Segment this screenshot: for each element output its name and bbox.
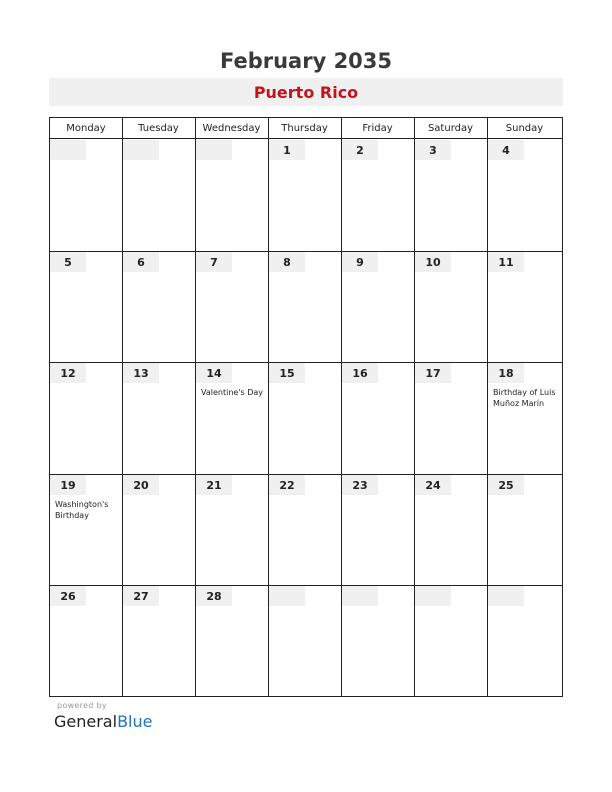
day-number: 21 xyxy=(196,475,232,495)
day-cell-28[interactable] xyxy=(196,586,268,697)
empty-day-cell xyxy=(342,586,414,697)
day-number: 24 xyxy=(415,475,451,495)
month-title: February 2035 xyxy=(219,49,393,73)
day-number: 1 xyxy=(269,140,305,160)
day-cell-10[interactable] xyxy=(415,252,487,363)
weekday-header-wednesday: Wednesday xyxy=(202,123,261,134)
day-cell-13[interactable] xyxy=(123,363,195,474)
weekday-header-sunday: Sunday xyxy=(505,123,544,134)
powered-by-text: powered by xyxy=(57,701,107,710)
day-cell-23[interactable] xyxy=(342,475,414,586)
day-cell-4[interactable] xyxy=(488,140,562,251)
day-number: 23 xyxy=(342,475,378,495)
empty-day-box xyxy=(269,586,305,606)
day-number: 17 xyxy=(415,363,451,383)
empty-day-cell xyxy=(415,586,487,697)
day-number: 10 xyxy=(415,252,451,272)
weekday-header-tuesday: Tuesday xyxy=(138,123,179,134)
empty-day-box xyxy=(123,140,159,160)
day-cell-27[interactable] xyxy=(123,586,195,697)
country-banner xyxy=(49,78,563,106)
generalblue-logo[interactable] xyxy=(54,712,152,732)
day-cell-9[interactable] xyxy=(342,252,414,363)
day-cell-11[interactable] xyxy=(488,252,562,363)
day-cell-19[interactable] xyxy=(50,475,121,586)
day-cell-18[interactable] xyxy=(488,363,562,474)
holiday-label: Birthday of Luis Muñoz Marín xyxy=(493,388,556,408)
day-number: 3 xyxy=(415,140,451,160)
weekday-header-monday: Monday xyxy=(66,123,106,134)
day-number: 2 xyxy=(342,140,378,160)
day-cell-17[interactable] xyxy=(415,363,487,474)
day-number: 20 xyxy=(123,475,159,495)
day-cell-6[interactable] xyxy=(123,252,195,363)
day-number: 8 xyxy=(269,252,305,272)
weekday-header-friday: Friday xyxy=(362,123,393,134)
day-number: 7 xyxy=(196,252,232,272)
day-cell-1[interactable] xyxy=(269,140,341,251)
holiday-label: Valentine's Day xyxy=(201,388,264,397)
day-cell-12[interactable] xyxy=(50,363,121,474)
day-cell-3[interactable] xyxy=(415,140,487,251)
empty-day-box xyxy=(415,586,451,606)
day-number: 26 xyxy=(50,586,86,606)
day-number: 18 xyxy=(488,363,524,383)
day-number: 6 xyxy=(123,252,159,272)
logo-general: General xyxy=(54,712,118,731)
empty-day-cell xyxy=(123,140,195,251)
empty-day-box xyxy=(50,140,86,160)
day-number: 4 xyxy=(488,140,524,160)
empty-day-box xyxy=(488,586,524,606)
day-cell-24[interactable] xyxy=(415,475,487,586)
day-cell-5[interactable] xyxy=(50,252,121,363)
holiday-label: Washington's Birthday xyxy=(55,500,109,520)
day-number: 25 xyxy=(488,475,524,495)
day-cell-21[interactable] xyxy=(196,475,268,586)
day-cell-14[interactable] xyxy=(196,363,268,474)
day-number: 12 xyxy=(50,363,86,383)
weekday-header-row xyxy=(50,118,562,139)
empty-day-cell xyxy=(269,586,341,697)
empty-day-cell xyxy=(50,140,121,251)
empty-day-box xyxy=(196,140,232,160)
empty-day-cell xyxy=(196,140,268,251)
weekday-header-saturday: Saturday xyxy=(427,123,474,134)
day-cell-22[interactable] xyxy=(269,475,341,586)
day-number: 5 xyxy=(50,252,86,272)
country-name: Puerto Rico xyxy=(253,83,359,102)
day-number: 13 xyxy=(123,363,159,383)
calendar-grid xyxy=(49,117,563,697)
day-cell-7[interactable] xyxy=(196,252,268,363)
day-number: 14 xyxy=(196,363,232,383)
weekday-header-thursday: Thursday xyxy=(281,123,328,134)
day-number: 15 xyxy=(269,363,305,383)
day-number: 9 xyxy=(342,252,378,272)
day-number: 19 xyxy=(50,475,86,495)
day-cell-16[interactable] xyxy=(342,363,414,474)
logo-blue: Blue xyxy=(117,712,153,731)
day-cell-8[interactable] xyxy=(269,252,341,363)
day-number: 16 xyxy=(342,363,378,383)
day-number: 27 xyxy=(123,586,159,606)
day-cell-25[interactable] xyxy=(488,475,562,586)
day-cell-20[interactable] xyxy=(123,475,195,586)
day-cell-26[interactable] xyxy=(50,586,121,697)
day-number: 11 xyxy=(488,252,524,272)
empty-day-box xyxy=(342,586,378,606)
day-number: 22 xyxy=(269,475,305,495)
day-cell-2[interactable] xyxy=(342,140,414,251)
day-cell-15[interactable] xyxy=(269,363,341,474)
empty-day-cell xyxy=(488,586,562,697)
day-number: 28 xyxy=(196,586,232,606)
